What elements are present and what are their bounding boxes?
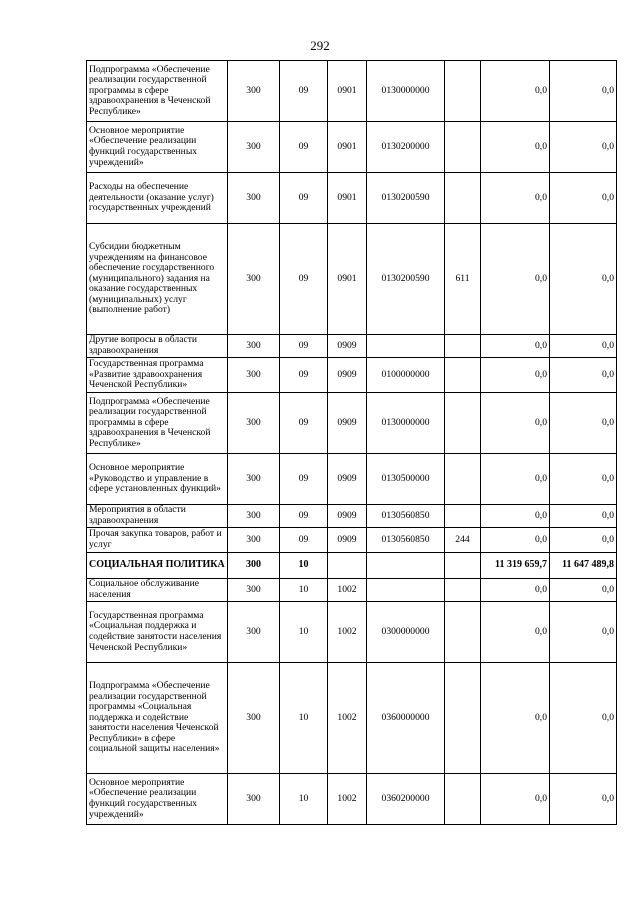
section-code-cell: 09 [280,528,328,553]
expense-type-cell [445,602,481,663]
subsection-code-cell: 1002 [328,602,367,663]
table-row [87,358,617,393]
ministry-code-cell: 300 [228,602,280,663]
section-code-cell: 09 [280,358,328,393]
expense-type-cell [445,774,481,825]
amount-year1-cell: 11 319 659,7 [481,553,550,579]
row-name-cell: СОЦИАЛЬНАЯ ПОЛИТИКА [87,553,228,579]
amount-year1-cell: 0,0 [481,663,550,774]
expense-type-cell [445,173,481,224]
amount-year1-cell: 0,0 [481,61,550,122]
expense-type-cell [445,553,481,579]
row-name-cell: Основное мероприятие «Обеспечение реализации функций государственных учреждений» [87,122,228,173]
ministry-code-cell: 300 [228,505,280,528]
row-name-cell: Расходы на обеспечение деятельности (оказание услуг) государственных учреждений [87,173,228,224]
amount-year1-cell: 0,0 [481,335,550,358]
ministry-code-cell: 300 [228,393,280,454]
expense-type-cell [445,335,481,358]
subsection-code-cell: 1002 [328,774,367,825]
table-row [87,122,617,173]
target-article-cell: 0130000000 [367,61,445,122]
table-row [87,602,617,663]
amount-year2-cell: 0,0 [550,224,617,335]
ministry-code-cell: 300 [228,774,280,825]
table-row [87,528,617,553]
target-article-cell [367,335,445,358]
ministry-code-cell: 300 [228,335,280,358]
target-article-cell: 0100000000 [367,358,445,393]
page-number: 292 [310,38,330,53]
section-code-cell: 10 [280,553,328,579]
subsection-code-cell: 0901 [328,61,367,122]
subsection-code-cell: 1002 [328,579,367,602]
section-code-cell: 09 [280,454,328,505]
row-name-cell: Подпрограмма «Обеспечение реализации государственной программы «Социальная поддержка и содействие занятости населения Чеченской Республики» в сфере социальной защиты населения» [87,663,228,774]
subsection-code-cell: 0909 [328,335,367,358]
row-name-cell: Государственная программа «Развитие здравоохранения Чеченской Республики» [87,358,228,393]
amount-year2-cell: 0,0 [550,173,617,224]
section-code-cell: 09 [280,61,328,122]
table-row [87,553,617,579]
table-row [87,774,617,825]
target-article-cell: 0130560850 [367,528,445,553]
row-name-cell: Мероприятия в области здравоохранения [87,505,228,528]
target-article-cell [367,553,445,579]
section-code-cell: 10 [280,602,328,663]
section-code-cell: 09 [280,505,328,528]
expense-type-cell [445,122,481,173]
amount-year2-cell: 0,0 [550,61,617,122]
table-row [87,173,617,224]
amount-year1-cell: 0,0 [481,358,550,393]
section-code-cell: 10 [280,579,328,602]
target-article-cell: 0130200590 [367,173,445,224]
ministry-code-cell: 300 [228,528,280,553]
target-article-cell [367,579,445,602]
section-code-cell: 09 [280,224,328,335]
expense-type-cell [445,505,481,528]
target-article-cell: 0130500000 [367,454,445,505]
row-name-cell: Прочая закупка товаров, работ и услуг [87,528,228,553]
expense-type-cell [445,358,481,393]
row-name-cell: Основное мероприятие «Обеспечение реализации функций государственных учреждений» [87,774,228,825]
ministry-code-cell: 300 [228,122,280,173]
ministry-code-cell: 300 [228,61,280,122]
expense-type-cell [445,663,481,774]
expense-type-cell [445,61,481,122]
target-article-cell: 0130200590 [367,224,445,335]
amount-year2-cell: 0,0 [550,393,617,454]
row-name-cell: Подпрограмма «Обеспечение реализации государственной программы в сфере здравоохранения в Чеченской Республике» [87,393,228,454]
row-name-cell: Государственная программа «Социальная поддержка и содействие занятости населения Чеченской Республики» [87,602,228,663]
amount-year2-cell: 0,0 [550,663,617,774]
row-name-cell: Социальное обслуживание населения [87,579,228,602]
ministry-code-cell: 300 [228,224,280,335]
target-article-cell: 0130000000 [367,393,445,454]
target-article-cell: 0360200000 [367,774,445,825]
row-name-cell: Подпрограмма «Обеспечение реализации государственной программы в сфере здравоохранения в Чеченской Республике» [87,61,228,122]
amount-year2-cell: 0,0 [550,454,617,505]
subsection-code-cell [328,553,367,579]
amount-year2-cell: 0,0 [550,774,617,825]
ministry-code-cell: 300 [228,553,280,579]
section-code-cell: 09 [280,335,328,358]
amount-year2-cell: 0,0 [550,528,617,553]
amount-year2-cell: 0,0 [550,122,617,173]
section-code-cell: 09 [280,122,328,173]
ministry-code-cell: 300 [228,579,280,602]
amount-year2-cell: 0,0 [550,602,617,663]
amount-year1-cell: 0,0 [481,393,550,454]
target-article-cell: 0360000000 [367,663,445,774]
amount-year2-cell: 0,0 [550,505,617,528]
section-code-cell: 09 [280,393,328,454]
expense-type-cell [445,454,481,505]
amount-year2-cell: 0,0 [550,358,617,393]
table-row [87,663,617,774]
table-row [87,335,617,358]
amount-year2-cell: 0,0 [550,579,617,602]
amount-year2-cell: 11 647 489,8 [550,553,617,579]
table-row [87,579,617,602]
row-name-cell: Субсидии бюджетным учреждениям на финансовое обеспечение государственного (муниципального) задания на оказание государственных (муниципальных) услуг (выполнение работ) [87,224,228,335]
table-row [87,454,617,505]
subsection-code-cell: 0901 [328,122,367,173]
ministry-code-cell: 300 [228,358,280,393]
table-row [87,224,617,335]
subsection-code-cell: 0909 [328,358,367,393]
subsection-code-cell: 1002 [328,663,367,774]
expense-type-cell [445,579,481,602]
table-row [87,393,617,454]
section-code-cell: 10 [280,663,328,774]
budget-table [86,60,617,825]
section-code-cell: 09 [280,173,328,224]
amount-year1-cell: 0,0 [481,579,550,602]
subsection-code-cell: 0909 [328,393,367,454]
amount-year1-cell: 0,0 [481,505,550,528]
amount-year2-cell: 0,0 [550,335,617,358]
target-article-cell: 0130560850 [367,505,445,528]
expense-type-cell: 244 [445,528,481,553]
amount-year1-cell: 0,0 [481,774,550,825]
amount-year1-cell: 0,0 [481,454,550,505]
subsection-code-cell: 0909 [328,454,367,505]
row-name-cell: Основное мероприятие «Руководство и управление в сфере установленных функций» [87,454,228,505]
section-code-cell: 10 [280,774,328,825]
target-article-cell: 0130200000 [367,122,445,173]
ministry-code-cell: 300 [228,454,280,505]
table-row [87,505,617,528]
ministry-code-cell: 300 [228,173,280,224]
amount-year1-cell: 0,0 [481,224,550,335]
amount-year1-cell: 0,0 [481,528,550,553]
subsection-code-cell: 0909 [328,528,367,553]
table-row [87,61,617,122]
subsection-code-cell: 0901 [328,224,367,335]
subsection-code-cell: 0901 [328,173,367,224]
target-article-cell: 0300000000 [367,602,445,663]
expense-type-cell: 611 [445,224,481,335]
subsection-code-cell: 0909 [328,505,367,528]
table-body [87,61,617,825]
expense-type-cell [445,393,481,454]
amount-year1-cell: 0,0 [481,602,550,663]
ministry-code-cell: 300 [228,663,280,774]
row-name-cell: Другие вопросы в области здравоохранения [87,335,228,358]
amount-year1-cell: 0,0 [481,173,550,224]
amount-year1-cell: 0,0 [481,122,550,173]
